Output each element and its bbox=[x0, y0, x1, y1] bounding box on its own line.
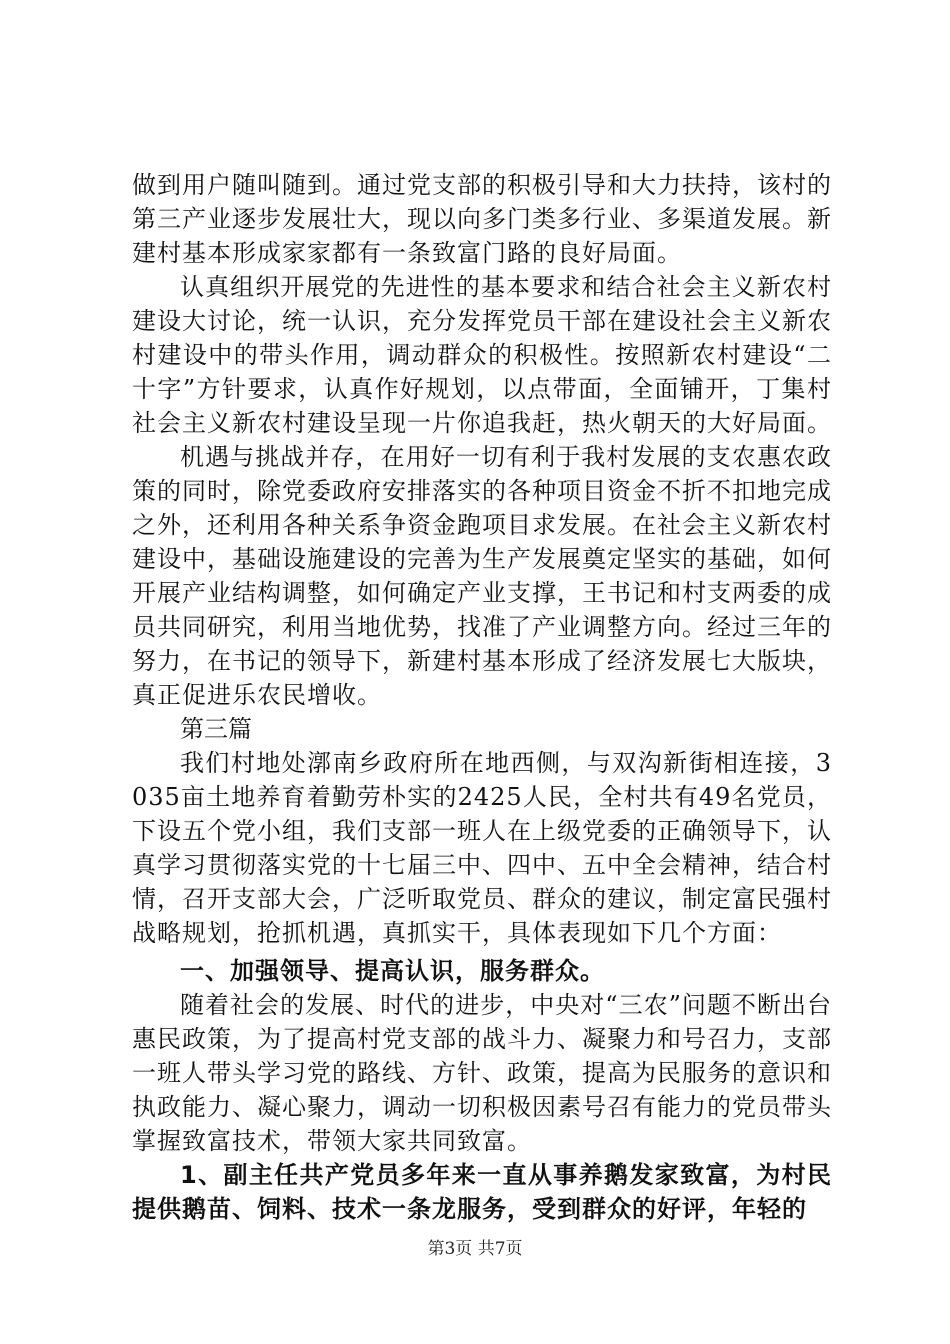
section-label: 第三篇 bbox=[180, 715, 252, 743]
paragraph-4: 我们村地处漷南乡政府所在地西侧，与双沟新街相连接，3035亩土地养育着勤劳朴实的2425人民，全村共有49名党员，下设五个党小组，我们支部一班人在上级党委的正确领导下，认真学习贯彻落实党的十七届三中、四中、五中全会精神，结合村情，召开支部大会，广泛听取党员、群众的建议，制定富民强村战略规划，抢抓机遇，真抓实干，具体表现如下几个方面： bbox=[132, 749, 832, 947]
paragraph-2: 认真组织开展党的先进性的基本要求和结合社会主义新农村建设大讨论，统一认识，充分发挥党员干部在建设社会主义新农村建设中的带头作用，调动群众的积极性。按照新农村建设“二十字”方针要求，认真作好规划，以点带面，全面铺开，丁集村社会主义新农村建设呈现一片你追我赶，热火朝天的大好局面。 bbox=[132, 273, 832, 437]
section-heading-1: 一、加强领导、提高认识，服务群众。 bbox=[180, 957, 605, 985]
document-body bbox=[132, 168, 832, 1226]
bold-paragraph: 1、副主任共产党员多年来一直从事养鹅发家致富，为村民提供鹅苗、饲料、技术一条龙服务，受到群众的好评，年轻的 bbox=[132, 1161, 832, 1223]
paragraph-5: 随着社会的发展、时代的进步，中央对“三农”问题不断出台惠民政策，为了提高村党支部的战斗力、凝聚力和号召力，支部一班人带头学习党的路线、方针、政策，提高为民服务的意识和执政能力、凝心聚力，调动一切积极因素号召有能力的党员带头掌握致富技术，带领大家共同致富。 bbox=[132, 991, 832, 1155]
paragraph-1: 做到用户随叫随到。通过党支部的积极引导和大力扶持，该村的第三产业逐步发展壮大，现以向多门类多行业、多渠道发展。新建村基本形成家家都有一条致富门路的良好局面。 bbox=[132, 171, 832, 267]
page-footer: 第3页 共7页 bbox=[427, 1239, 523, 1259]
paragraph-3: 机遇与挑战并存，在用好一切有利于我村发展的支农惠农政策的同时，除党委政府安排落实的各种项目资金不折不扣地完成之外，还利用各种关系争资金跑项目求发展。在社会主义新农村建设中，基础设施建设的完善为生产发展奠定坚实的基础，如何开展产业结构调整，如何确定产业支撑，王书记和村支两委的成员共同研究，利用当地优势，找准了产业调整方向。经过三年的努力，在书记的领导下，新建村基本形成了经济发展七大版块，真正促进乐农民增收。 bbox=[132, 443, 832, 709]
